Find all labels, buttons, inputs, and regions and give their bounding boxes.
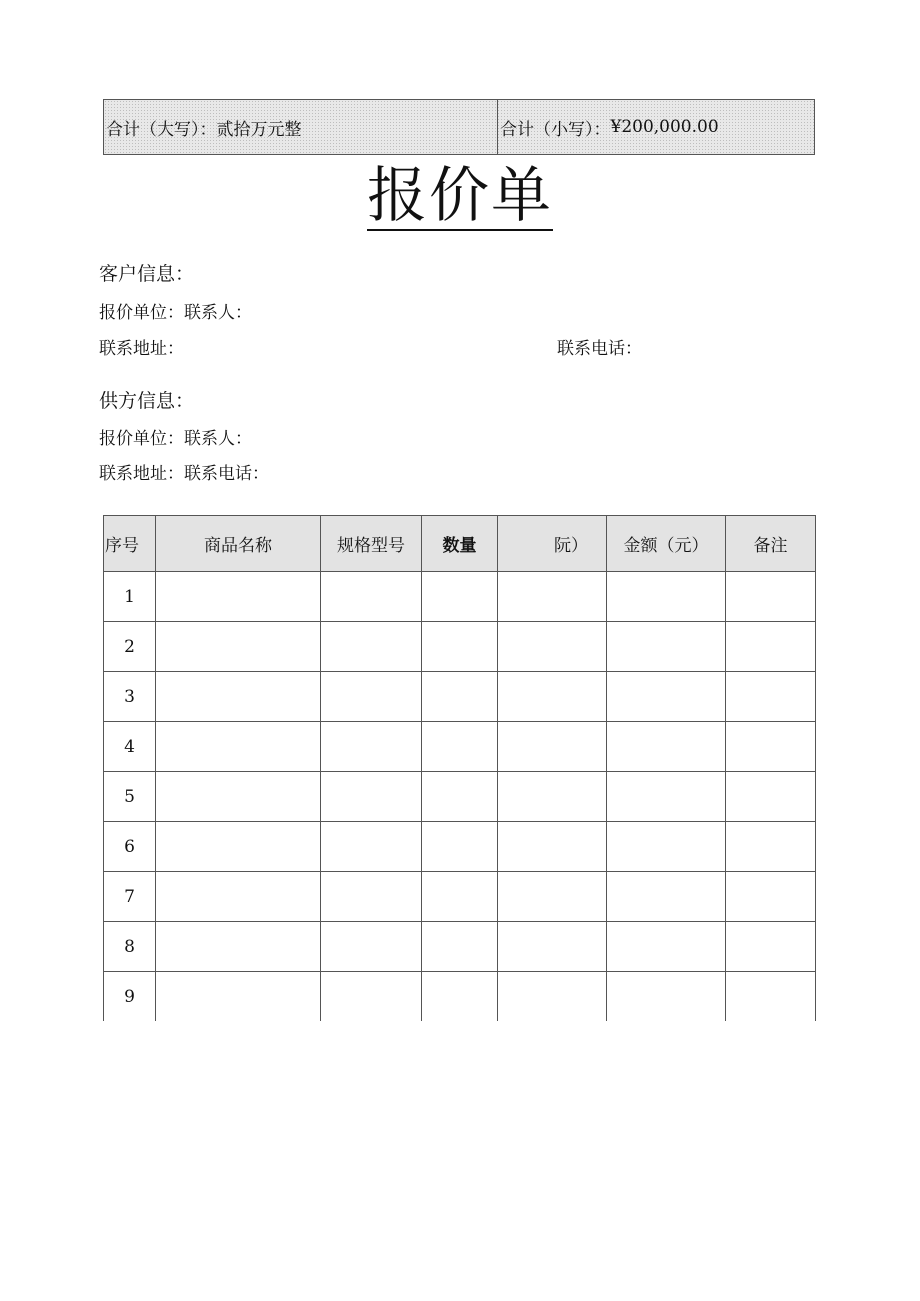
- table-row: [104, 672, 816, 722]
- cell-unit-price: [498, 872, 607, 922]
- cell-amount: [607, 722, 726, 772]
- cell-product-name: [156, 572, 321, 622]
- cell-unit-price: [498, 622, 607, 672]
- cell-spec-model: [321, 922, 422, 972]
- table-row: [104, 622, 816, 672]
- cell-index: 8: [104, 922, 156, 972]
- cell-quantity: [422, 722, 498, 772]
- cell-product-name: [156, 622, 321, 672]
- cell-unit-price: [498, 972, 607, 1022]
- cell-remarks: [726, 922, 816, 972]
- cell-quantity: [422, 672, 498, 722]
- table-row: [104, 872, 816, 922]
- cell-product-name: [156, 922, 321, 972]
- cell-spec-model: [321, 622, 422, 672]
- cell-index: 6: [104, 822, 156, 872]
- total-lowercase-label: 合计（小写）：: [500, 119, 611, 140]
- supplier-address-phone: 联系地址：联系电话：: [99, 464, 269, 484]
- cell-spec-model: [321, 822, 422, 872]
- cell-spec-model: [321, 572, 422, 622]
- cell-product-name: [156, 872, 321, 922]
- cell-quantity: [422, 772, 498, 822]
- cell-spec-model: [321, 972, 422, 1022]
- cell-index: 2: [104, 622, 156, 672]
- cell-product-name: [156, 972, 321, 1022]
- cell-remarks: [726, 722, 816, 772]
- cell-spec-model: [321, 772, 422, 822]
- document-title: [0, 158, 920, 234]
- cell-spec-model: [321, 872, 422, 922]
- cell-amount: [607, 672, 726, 722]
- header-quantity: 数量: [422, 516, 498, 572]
- cell-remarks: [726, 672, 816, 722]
- cell-quantity: [422, 972, 498, 1022]
- header-remarks: 备注: [726, 516, 816, 572]
- document-title-text: 报价单: [367, 161, 553, 231]
- cell-index: 5: [104, 772, 156, 822]
- supplier-info-heading: 供方信息：: [99, 390, 195, 412]
- total-uppercase-value: 贰拾万元整: [216, 119, 302, 140]
- cell-unit-price: [498, 722, 607, 772]
- cell-remarks: [726, 772, 816, 822]
- cell-remarks: [726, 822, 816, 872]
- cell-unit-price: [498, 672, 607, 722]
- cell-amount: [607, 872, 726, 922]
- cell-amount: [607, 772, 726, 822]
- cell-quantity: [422, 572, 498, 622]
- cell-amount: [607, 622, 726, 672]
- cell-amount: [607, 922, 726, 972]
- cell-amount: [607, 822, 726, 872]
- table-header-row: [104, 516, 816, 572]
- table-row: [104, 572, 816, 622]
- total-uppercase-cell: [104, 100, 498, 154]
- cell-spec-model: [321, 722, 422, 772]
- total-uppercase-label: 合计（大写）：: [106, 119, 217, 140]
- header-amount: 金额（元）: [607, 516, 726, 572]
- table-row: [104, 922, 816, 972]
- cell-product-name: [156, 772, 321, 822]
- total-lowercase-cell: [498, 100, 814, 154]
- cell-quantity: [422, 822, 498, 872]
- cell-product-name: [156, 722, 321, 772]
- cell-remarks: [726, 572, 816, 622]
- customer-address: 联系地址：: [99, 339, 184, 359]
- table-row: [104, 722, 816, 772]
- totals-box: [103, 99, 815, 155]
- cell-index: 9: [104, 972, 156, 1022]
- cell-remarks: [726, 972, 816, 1022]
- cell-quantity: [422, 872, 498, 922]
- cell-amount: [607, 572, 726, 622]
- header-spec-model: 规格型号: [321, 516, 422, 572]
- cell-product-name: [156, 822, 321, 872]
- cell-amount: [607, 972, 726, 1022]
- customer-phone: 联系电话：: [557, 339, 642, 359]
- table-row: [104, 972, 816, 1022]
- cell-remarks: [726, 622, 816, 672]
- cell-unit-price: [498, 822, 607, 872]
- customer-unit-contact: 报价单位：联系人：: [99, 303, 252, 323]
- table-row: [104, 822, 816, 872]
- cell-unit-price: [498, 922, 607, 972]
- cell-index: 7: [104, 872, 156, 922]
- cell-product-name: [156, 672, 321, 722]
- total-lowercase-value: ¥200,000.00: [610, 117, 719, 137]
- cell-unit-price: [498, 772, 607, 822]
- quotation-table: [103, 515, 816, 1021]
- cell-remarks: [726, 872, 816, 922]
- cell-index: 4: [104, 722, 156, 772]
- supplier-unit-contact: 报价单位：联系人：: [99, 429, 252, 449]
- cell-index: 3: [104, 672, 156, 722]
- header-product-name: 商品名称: [156, 516, 321, 572]
- cell-spec-model: [321, 672, 422, 722]
- cell-quantity: [422, 622, 498, 672]
- header-index: 序号: [104, 516, 156, 572]
- cell-unit-price: [498, 572, 607, 622]
- cell-index: 1: [104, 572, 156, 622]
- header-unit-price: 阮）: [498, 516, 607, 572]
- cell-quantity: [422, 922, 498, 972]
- customer-info-heading: 客户信息：: [99, 263, 195, 285]
- table-row: [104, 772, 816, 822]
